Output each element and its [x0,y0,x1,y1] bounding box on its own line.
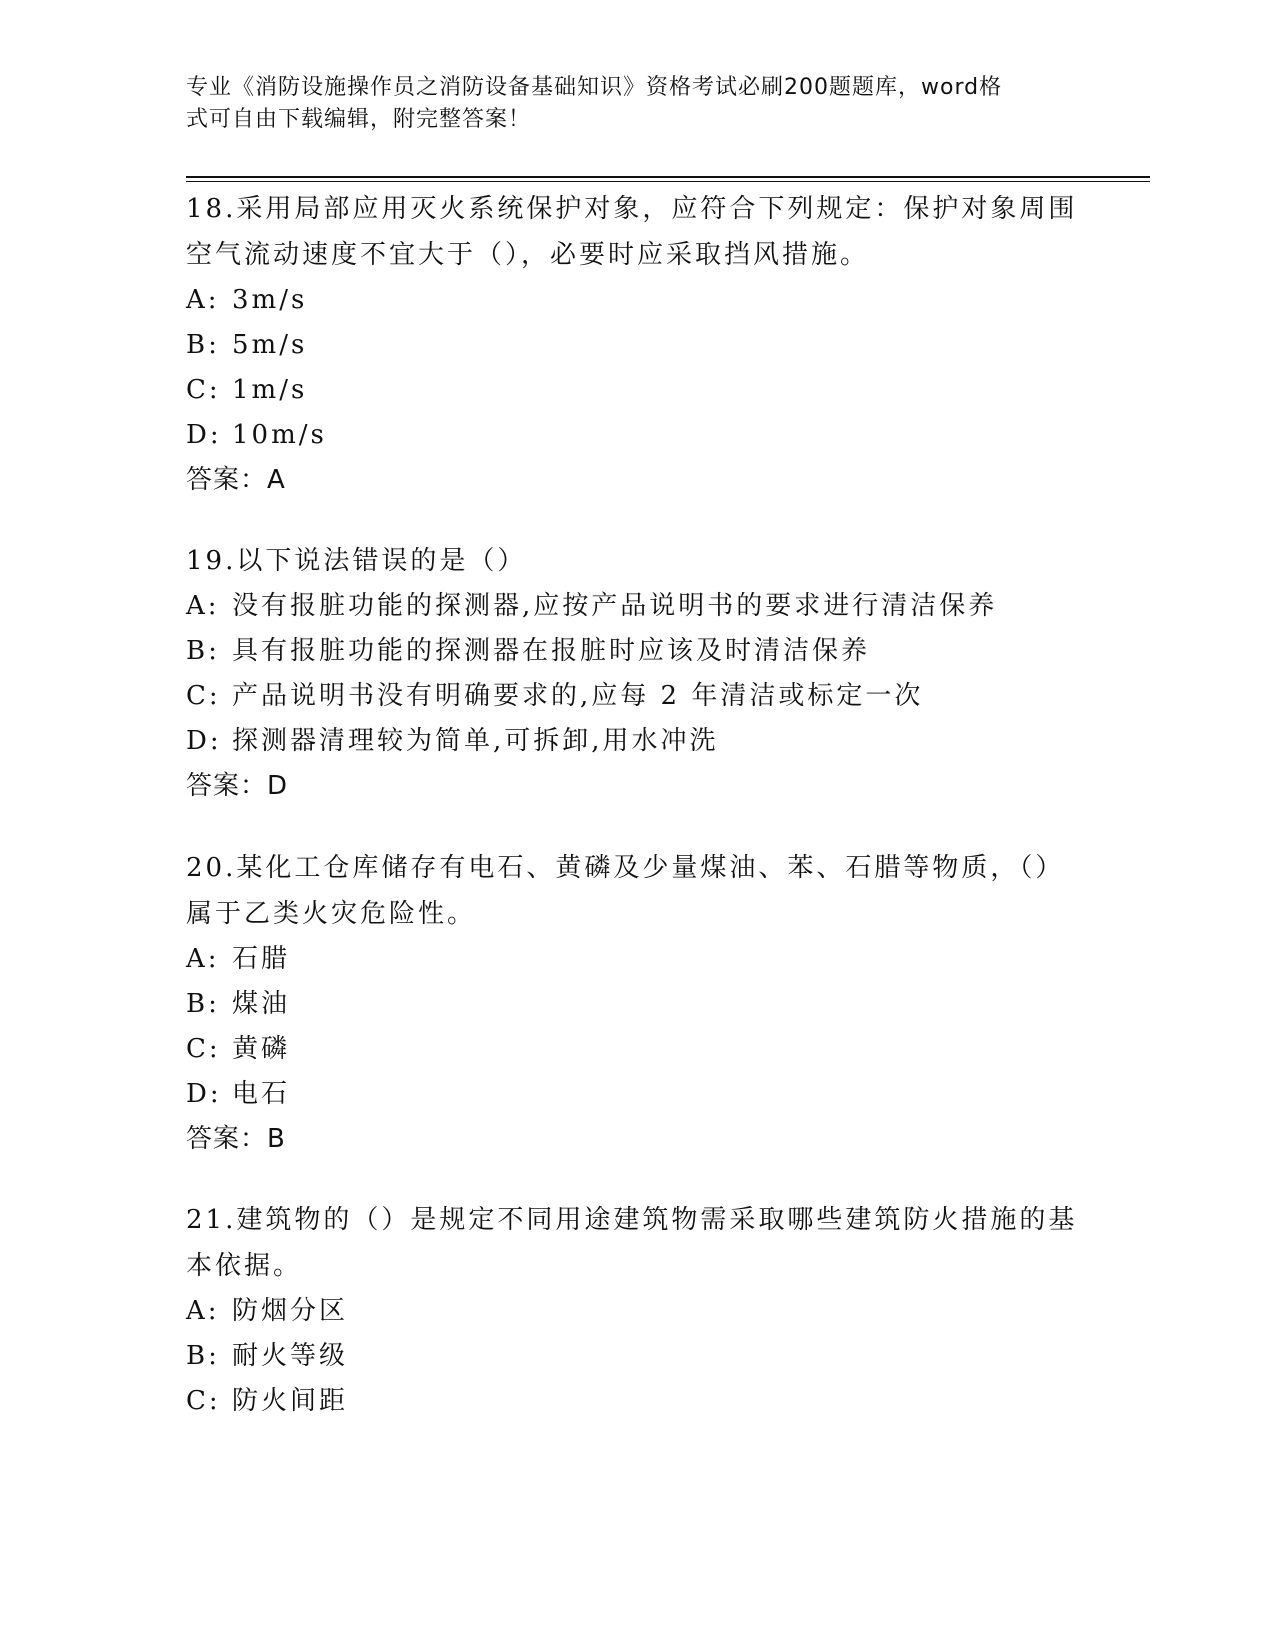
option-a [186,278,1086,323]
option-letter: B: [186,636,220,666]
option-a [186,584,1086,629]
option-letter: C: [186,375,221,405]
option-c [186,1379,1086,1424]
option-text: 没有报脏功能的探测器,应按产品说明书的要求进行清洁保养 [232,591,998,621]
option-letter: C: [186,1386,221,1416]
question-19 [186,538,1086,808]
option-letter: A: [186,944,220,974]
option-b [186,629,1086,674]
header-divider-thick [186,176,1150,178]
option-text: 石腊 [232,944,291,974]
header-divider-thin [186,181,1150,182]
option-text: 3m/s [232,285,308,315]
option-text: 10m/s [232,420,327,450]
option-letter: B: [186,1341,220,1371]
question-stem-line: 空气流动速度不宜大于（），必要时应采取挡风措施。 [186,240,870,270]
question-stem-line: 21.建筑物的（）是规定不同用途建筑物需采取哪些建筑防火措施的基 [186,1205,1078,1235]
option-text: 电石 [232,1079,291,1109]
option-letter: D: [186,1079,222,1109]
option-c [186,1027,1086,1072]
option-letter: B: [186,330,220,360]
option-a [186,1289,1086,1334]
question-stem-line: 20.某化工仓库储存有电石、黄磷及少量煤油、苯、石腊等物质，（） [186,853,1065,883]
option-text: 5m/s [232,330,308,360]
option-d [186,719,1086,764]
option-b [186,1334,1086,1379]
option-text: 防烟分区 [232,1296,349,1326]
option-letter: A: [186,1296,220,1326]
question-stem-line: 19.以下说法错误的是（） [186,546,527,576]
option-text: 耐火等级 [232,1341,349,1371]
header-line-1: 专业《消防设施操作员之消防设备基础知识》资格考试必刷200题题库，word格 [186,75,1003,100]
question-stem-line: 属于乙类火灾危险性。 [186,899,477,929]
option-d [186,413,1086,458]
option-b [186,323,1086,368]
option-letter: C: [186,1034,221,1064]
option-a [186,937,1086,982]
option-text: 煤油 [232,989,291,1019]
option-text: 防火间距 [232,1386,349,1416]
option-text: 具有报脏功能的探测器在报脏时应该及时清洁保养 [232,636,871,666]
option-text: 黄磷 [232,1034,291,1064]
question-18 [186,186,1086,502]
option-text: 探测器清理较为简单,可拆卸,用水冲洗 [232,726,719,756]
option-text: 1m/s [232,375,308,405]
answer-line: 答案：B [186,1124,286,1154]
option-text: 产品说明书没有明确要求的,应每 2 年清洁或标定一次 [232,681,924,711]
option-d [186,1072,1086,1117]
answer-line: 答案：A [186,465,286,495]
option-letter: A: [186,285,220,315]
question-stem-line: 本依据。 [186,1251,303,1281]
option-c [186,674,1086,719]
option-c [186,368,1086,413]
question-20 [186,845,1086,1161]
header-line-2: 式可自由下载编辑，附完整答案！ [186,107,532,132]
question-21 [186,1197,1086,1424]
option-letter: B: [186,989,220,1019]
option-letter: D: [186,420,222,450]
option-b [186,982,1086,1027]
option-letter: A: [186,591,220,621]
option-letter: C: [186,681,221,711]
answer-line: 答案：D [186,771,289,801]
document-header [186,72,1086,136]
question-stem-line: 18.采用局部应用灭火系统保护对象，应符合下列规定：保护对象周围 [186,194,1078,224]
option-letter: D: [186,726,222,756]
